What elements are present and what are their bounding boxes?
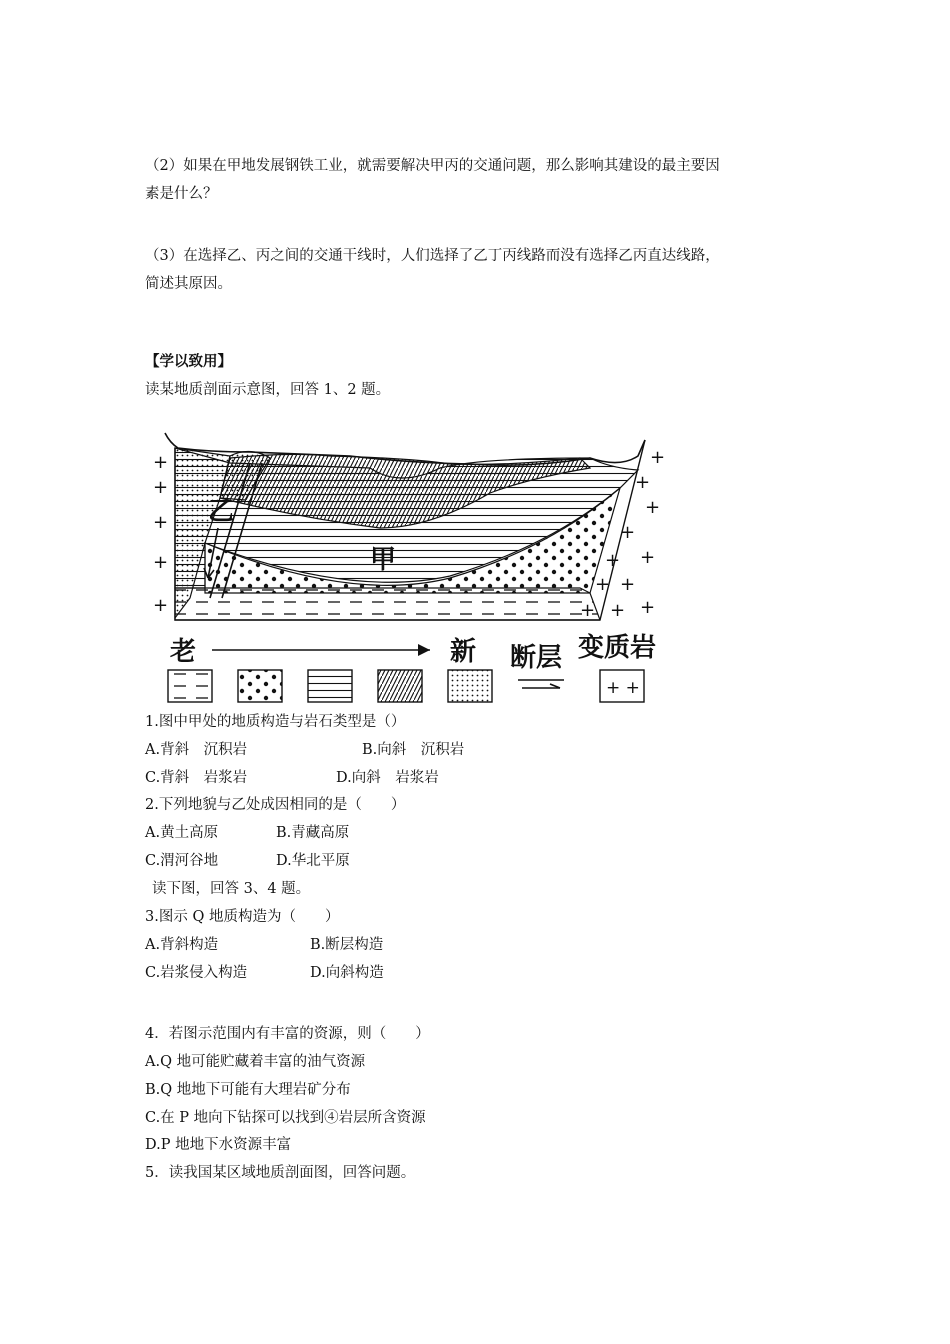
svg-text:+: + [620, 522, 636, 543]
rock-layers [165, 433, 645, 620]
svg-text:+: + [620, 574, 636, 595]
question-1: 1.图中甲处的地质构造与岩石类型是（） [145, 714, 406, 730]
question-4-option-a: A.Q 地可能贮藏着丰富的油气资源 [145, 1054, 366, 1070]
geologic-profile-figure [150, 428, 670, 708]
legend-fine-dots [448, 670, 492, 702]
question-2-line-1: （2）如果在甲地发展钢铁工业，就需要解决甲丙的交通问题，那么影响其建设的最主要因 [145, 158, 720, 174]
label-jia: 甲 [370, 545, 397, 575]
question-3-line-2: 简述其原因。 [145, 276, 232, 292]
svg-text:+: + [580, 600, 596, 621]
question-3-option-a: A.背斜构造 [145, 937, 219, 953]
svg-text:+: + [645, 497, 661, 518]
question-1-option-c: C.背斜 岩浆岩 [145, 770, 248, 786]
question-1-option-d: D.向斜 岩浆岩 [336, 770, 439, 786]
section-intro: 读某地质剖面示意图，回答 1、2 题。 [145, 382, 391, 398]
question-4-option-b: B.Q 地地下可能有大理岩矿分布 [145, 1082, 351, 1098]
question-1-option-b: B.向斜 沉积岩 [362, 742, 465, 758]
question-5: 5．读我国某区域地质剖面图，回答问题。 [145, 1165, 416, 1181]
question-3-line-1: （3）在选择乙、丙之间的交通干线时，人们选择了乙丁丙线路而没有选择乙丙直达线路， [145, 248, 720, 264]
svg-text:+: + [605, 550, 621, 571]
question-2-option-d: D.华北平原 [276, 853, 350, 869]
svg-text:+: + [153, 452, 169, 473]
question-2: 2.下列地貌与乙处成因相同的是（ ） [145, 797, 406, 813]
svg-text:+: + [153, 512, 169, 533]
question-4: 4．若图示范围内有丰富的资源，则（ ） [145, 1026, 430, 1042]
question-2-option-c: C.渭河谷地 [145, 853, 219, 869]
svg-text:+: + [635, 472, 651, 493]
label-old: 老 [170, 637, 197, 667]
svg-text:+: + [650, 447, 666, 468]
svg-text:+: + [640, 547, 656, 568]
legend-dotted [238, 670, 282, 702]
question-2-option-a: A.黄土高原 [145, 825, 219, 841]
question-3: 3.图示 Q 地质构造为（ ） [145, 909, 340, 925]
question-4-option-d: D.P 地地下水资源丰富 [145, 1137, 292, 1153]
svg-text:+: + [153, 552, 169, 573]
label-yi: 乙 [208, 497, 235, 527]
legend-dashed [168, 670, 212, 702]
svg-text:+: + [595, 574, 611, 595]
svg-text:+: + [153, 477, 169, 498]
question-3-option-c: C.岩浆侵入构造 [145, 965, 248, 981]
question-2-line-2: 素是什么？ [145, 186, 218, 202]
question-1-option-a: A.背斜 沉积岩 [145, 742, 248, 758]
section-heading: 【学以致用】 [145, 354, 232, 370]
read-next-instruction: 读下图，回答 3、4 题。 [152, 881, 311, 897]
legend-horizontal-lines [308, 670, 352, 702]
label-new: 新 [450, 637, 477, 667]
label-fault: 断层 [510, 643, 563, 673]
svg-text:+: + [610, 600, 626, 621]
question-4-option-c: C.在 P 地向下钻探可以找到④岩层所含资源 [145, 1110, 426, 1126]
svg-text:+: + [153, 595, 169, 616]
question-3-option-d: D.向斜构造 [310, 965, 384, 981]
svg-text:+ +: + + [606, 678, 640, 698]
legend-fault-symbol [518, 680, 564, 688]
question-3-option-b: B.断层构造 [310, 937, 384, 953]
svg-text:+: + [640, 597, 656, 618]
legend-boxes [168, 670, 644, 702]
label-metamorphic: 变质岩 [578, 633, 657, 663]
legend-slashed [378, 670, 422, 702]
question-2-option-b: B.青藏高原 [276, 825, 350, 841]
